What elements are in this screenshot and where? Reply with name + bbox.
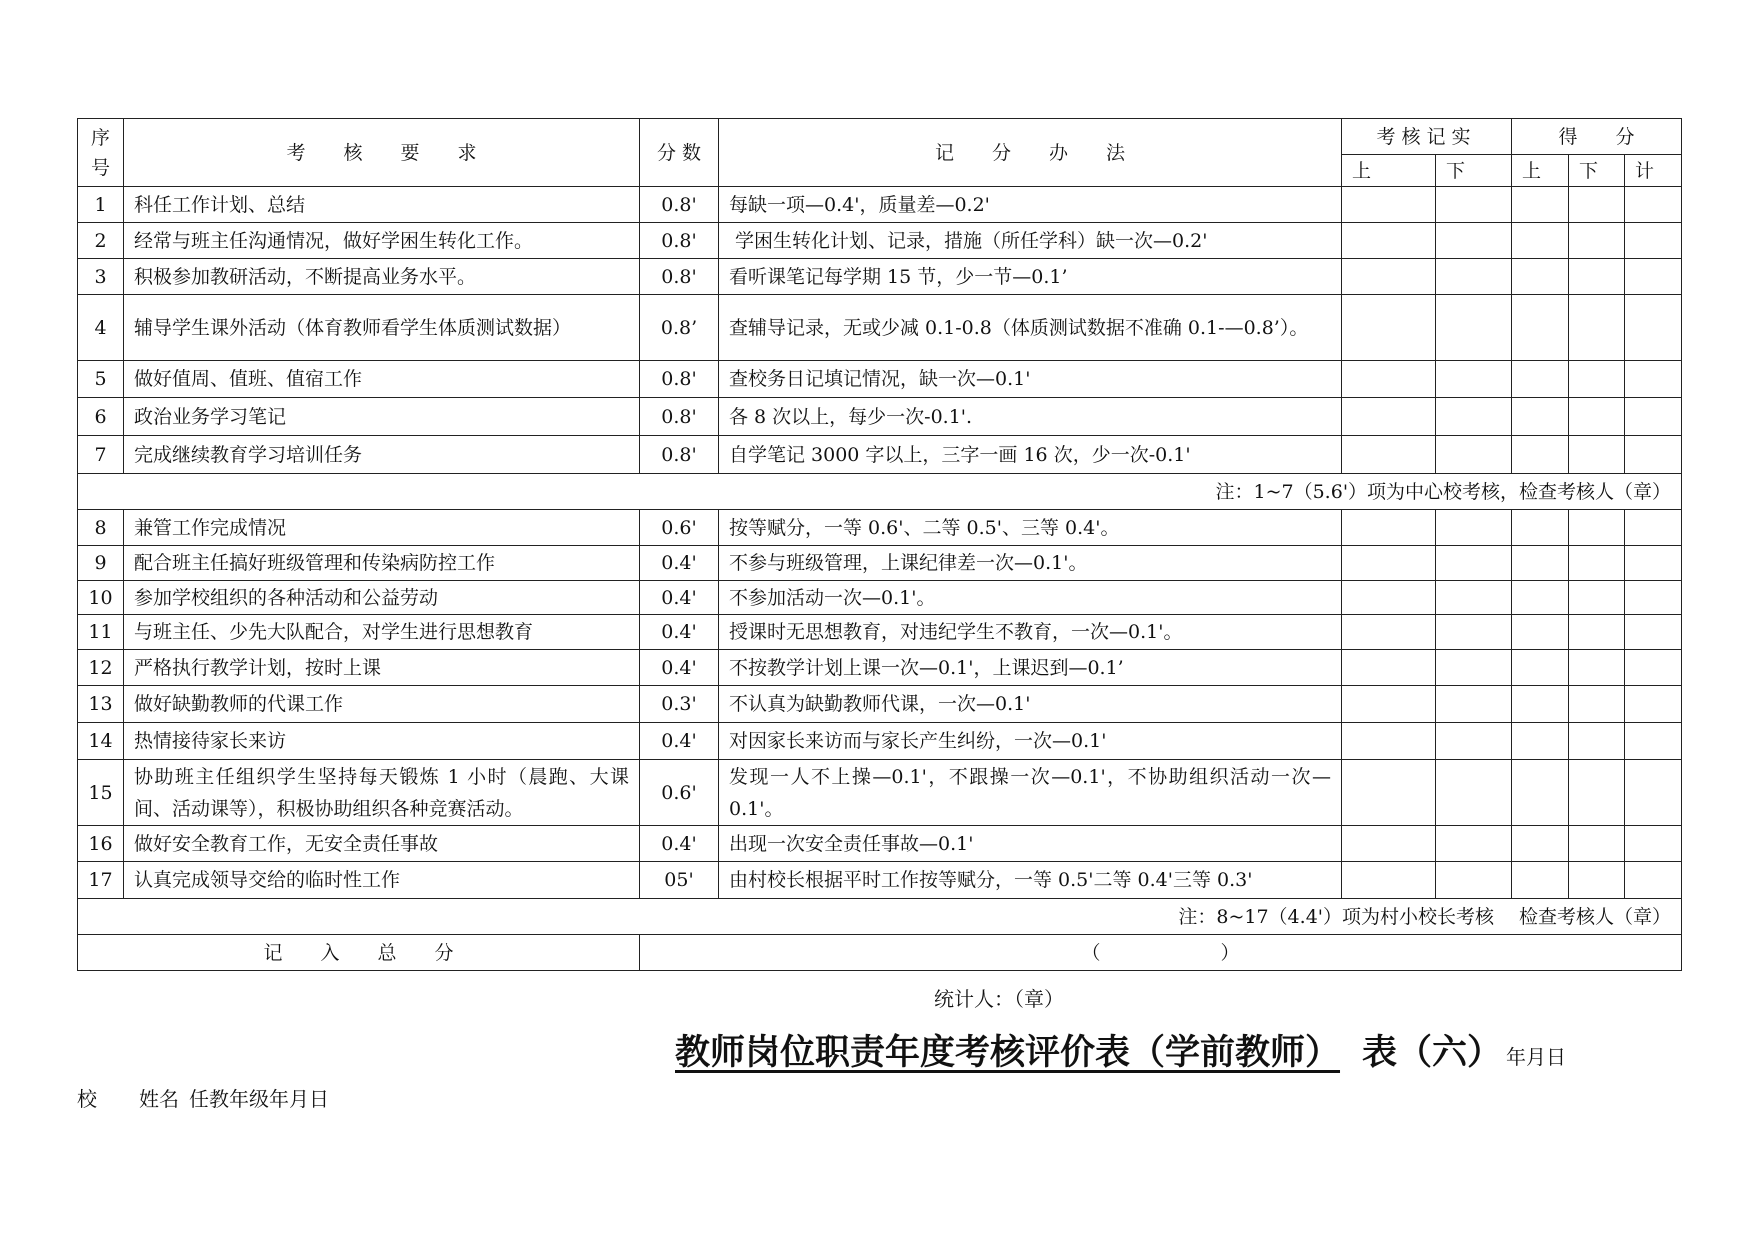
record-up-cell[interactable]	[1342, 650, 1436, 686]
score-total-cell[interactable]	[1625, 686, 1682, 723]
row-points: 0.4'	[640, 650, 719, 686]
score-total-cell[interactable]	[1625, 187, 1682, 223]
total-label: 记 入 总 分	[78, 935, 640, 971]
row-requirement: 做好安全教育工作，无安全责任事故	[124, 826, 640, 862]
score-up-cell[interactable]	[1512, 398, 1569, 436]
row-requirement: 参加学校组织的各种活动和公益劳动	[124, 581, 640, 615]
header-score-down: 下	[1569, 155, 1625, 187]
score-down-cell[interactable]	[1569, 760, 1625, 826]
table-row	[78, 436, 1682, 474]
score-total-cell[interactable]	[1625, 510, 1682, 546]
row-requirement: 协助班主任组织学生坚持每天锻炼 1 小时（晨跑、大课间、活动课等），积极协助组织各种竞赛活动。	[124, 760, 640, 826]
score-total-cell[interactable]	[1625, 436, 1682, 474]
row-number: 14	[78, 723, 124, 760]
score-down-cell[interactable]	[1569, 398, 1625, 436]
record-up-cell[interactable]	[1342, 398, 1436, 436]
score-total-cell[interactable]	[1625, 760, 1682, 826]
record-up-cell[interactable]	[1342, 259, 1436, 295]
grade-date-label: 任教年级年月日	[189, 1087, 329, 1111]
row-number: 6	[78, 398, 124, 436]
score-down-cell[interactable]	[1569, 581, 1625, 615]
row-number: 11	[78, 615, 124, 650]
page-title	[675, 1025, 1566, 1075]
row-number: 10	[78, 581, 124, 615]
row-points: 0.8'	[640, 436, 719, 474]
row-method: 自学笔记 3000 字以上，三字一画 16 次，少一次-0.1'	[719, 436, 1342, 474]
score-up-cell[interactable]	[1512, 581, 1569, 615]
score-total-cell[interactable]	[1625, 295, 1682, 361]
score-total-cell[interactable]	[1625, 862, 1682, 899]
record-down-cell[interactable]	[1436, 581, 1512, 615]
row-number: 9	[78, 546, 124, 581]
score-down-cell[interactable]	[1569, 223, 1625, 259]
row-method: 查辅导记录，无或少减 0.1-0.8（体质测试数据不准确 0.1-—0.8’）。	[719, 295, 1342, 361]
row-requirement: 配合班主任搞好班级管理和传染病防控工作	[124, 546, 640, 581]
statistician-line: 统计人：（章）	[934, 987, 1064, 1011]
row-points: 0.4'	[640, 615, 719, 650]
score-down-cell[interactable]	[1569, 436, 1625, 474]
row-method: 查校务日记填记情况，缺一次—0.1'	[719, 361, 1342, 398]
record-down-cell[interactable]	[1436, 361, 1512, 398]
score-up-cell[interactable]	[1512, 826, 1569, 862]
header-requirement: 考 核 要 求	[124, 119, 640, 187]
note-row-village	[78, 899, 1682, 935]
table-row	[78, 510, 1682, 546]
row-number: 2	[78, 223, 124, 259]
table-row	[78, 760, 1682, 826]
score-total-cell[interactable]	[1625, 546, 1682, 581]
score-total-cell[interactable]	[1625, 398, 1682, 436]
row-points: 0.8'	[640, 223, 719, 259]
row-requirement: 政治业务学习笔记	[124, 398, 640, 436]
header-points: 分 数	[640, 119, 719, 187]
row-method: 不参加活动一次—0.1'。	[719, 581, 1342, 615]
score-down-cell[interactable]	[1569, 259, 1625, 295]
row-method: 学困生转化计划、记录，措施（所任学科）缺一次—0.2'	[719, 223, 1342, 259]
table-row	[78, 398, 1682, 436]
row-points: 0.8’	[640, 295, 719, 361]
total-open-paren: （	[1081, 941, 1101, 964]
row-requirement: 积极参加教研活动，不断提高业务水平。	[124, 259, 640, 295]
table-row	[78, 862, 1682, 899]
record-down-cell[interactable]	[1436, 546, 1512, 581]
record-down-cell[interactable]	[1436, 436, 1512, 474]
score-up-cell[interactable]	[1512, 187, 1569, 223]
row-number: 5	[78, 361, 124, 398]
score-down-cell[interactable]	[1569, 295, 1625, 361]
row-points: 0.4'	[640, 581, 719, 615]
row-requirement: 兼管工作完成情况	[124, 510, 640, 546]
header-record: 考核记实	[1342, 119, 1512, 155]
score-up-cell[interactable]	[1512, 760, 1569, 826]
row-points: 0.8'	[640, 398, 719, 436]
table-row	[78, 723, 1682, 760]
table-row	[78, 546, 1682, 581]
row-points: 05'	[640, 862, 719, 899]
total-row	[78, 935, 1682, 971]
record-up-cell[interactable]	[1342, 223, 1436, 259]
row-number: 4	[78, 295, 124, 361]
assessment-table	[77, 118, 1682, 971]
row-requirement: 认真完成领导交给的临时性工作	[124, 862, 640, 899]
row-method: 不参与班级管理，上课纪律差一次—0.1'。	[719, 546, 1342, 581]
total-close-paren: ）	[1220, 941, 1240, 964]
score-total-cell[interactable]	[1625, 615, 1682, 650]
score-down-cell[interactable]	[1569, 862, 1625, 899]
record-up-cell[interactable]	[1342, 295, 1436, 361]
record-down-cell[interactable]	[1436, 187, 1512, 223]
total-value-cell[interactable]	[640, 935, 1682, 971]
row-method: 各 8 次以上，每少一次-0.1'.	[719, 398, 1342, 436]
row-number: 17	[78, 862, 124, 899]
row-number: 16	[78, 826, 124, 862]
score-up-cell[interactable]	[1512, 723, 1569, 760]
record-up-cell[interactable]	[1342, 615, 1436, 650]
row-points: 0.6'	[640, 760, 719, 826]
score-down-cell[interactable]	[1569, 650, 1625, 686]
record-down-cell[interactable]	[1436, 862, 1512, 899]
header-record-down: 下	[1436, 155, 1512, 187]
score-total-cell[interactable]	[1625, 650, 1682, 686]
row-method: 授课时无思想教育，对违纪学生不教育，一次—0.1'。	[719, 615, 1342, 650]
table-row	[78, 361, 1682, 398]
header-seq: 序号	[78, 119, 124, 187]
record-up-cell[interactable]	[1342, 546, 1436, 581]
row-method: 出现一次安全责任事故—0.1'	[719, 826, 1342, 862]
score-up-cell[interactable]	[1512, 295, 1569, 361]
row-number: 15	[78, 760, 124, 826]
score-total-cell[interactable]	[1625, 581, 1682, 615]
row-requirement: 热情接待家长来访	[124, 723, 640, 760]
score-down-cell[interactable]	[1569, 615, 1625, 650]
record-down-cell[interactable]	[1436, 650, 1512, 686]
score-down-cell[interactable]	[1569, 361, 1625, 398]
score-down-cell[interactable]	[1569, 686, 1625, 723]
row-points: 0.6'	[640, 510, 719, 546]
record-down-cell[interactable]	[1436, 398, 1512, 436]
score-down-cell[interactable]	[1569, 510, 1625, 546]
row-method: 对因家长来访而与家长产生纠纷，一次—0.1'	[719, 723, 1342, 760]
row-method: 每缺一项—0.4'，质量差—0.2'	[719, 187, 1342, 223]
record-down-cell[interactable]	[1436, 826, 1512, 862]
record-down-cell[interactable]	[1436, 295, 1512, 361]
row-number: 3	[78, 259, 124, 295]
score-down-cell[interactable]	[1569, 723, 1625, 760]
header-score: 得 分	[1512, 119, 1682, 155]
row-points: 0.4'	[640, 826, 719, 862]
row-requirement: 经常与班主任沟通情况，做好学困生转化工作。	[124, 223, 640, 259]
score-up-cell[interactable]	[1512, 436, 1569, 474]
row-number: 12	[78, 650, 124, 686]
title-date: 年月日	[1506, 1045, 1567, 1069]
score-total-cell[interactable]	[1625, 259, 1682, 295]
note-village: 注：8~17（4.4'）项为村小校长考核 检查考核人（章）	[78, 899, 1682, 935]
row-number: 8	[78, 510, 124, 546]
row-number: 7	[78, 436, 124, 474]
score-up-cell[interactable]	[1512, 546, 1569, 581]
row-method: 看听课笔记每学期 15 节，少一节—0.1’	[719, 259, 1342, 295]
record-down-cell[interactable]	[1436, 615, 1512, 650]
table-row	[78, 223, 1682, 259]
row-points: 0.8'	[640, 187, 719, 223]
score-up-cell[interactable]	[1512, 862, 1569, 899]
note-row-central	[78, 474, 1682, 510]
score-up-cell[interactable]	[1512, 650, 1569, 686]
table-row	[78, 826, 1682, 862]
row-method: 发现一人不上操—0.1'，不跟操一次—0.1'，不协助组织活动一次—0.1'。	[719, 760, 1342, 826]
row-number: 13	[78, 686, 124, 723]
row-method: 按等赋分，一等 0.6'、二等 0.5'、三等 0.4'。	[719, 510, 1342, 546]
row-points: 0.8'	[640, 259, 719, 295]
record-down-cell[interactable]	[1436, 686, 1512, 723]
record-down-cell[interactable]	[1436, 223, 1512, 259]
record-up-cell[interactable]	[1342, 361, 1436, 398]
row-points: 0.4'	[640, 546, 719, 581]
row-requirement: 严格执行教学计划，按时上课	[124, 650, 640, 686]
row-number: 1	[78, 187, 124, 223]
score-up-cell[interactable]	[1512, 510, 1569, 546]
record-down-cell[interactable]	[1436, 723, 1512, 760]
school-label: 校	[77, 1087, 97, 1111]
score-up-cell[interactable]	[1512, 259, 1569, 295]
title-main: 教师岗位职责年度考核评价表（学前教师）	[675, 1032, 1341, 1073]
record-up-cell[interactable]	[1342, 760, 1436, 826]
record-up-cell[interactable]	[1342, 723, 1436, 760]
row-requirement: 做好值周、值班、值宿工作	[124, 361, 640, 398]
score-down-cell[interactable]	[1569, 826, 1625, 862]
score-down-cell[interactable]	[1569, 546, 1625, 581]
record-up-cell[interactable]	[1342, 862, 1436, 899]
score-total-cell[interactable]	[1625, 826, 1682, 862]
row-requirement: 辅导学生课外活动（体育教师看学生体质测试数据）	[124, 295, 640, 361]
row-requirement: 做好缺勤教师的代课工作	[124, 686, 640, 723]
table-row	[78, 187, 1682, 223]
score-total-cell[interactable]	[1625, 723, 1682, 760]
record-down-cell[interactable]	[1436, 259, 1512, 295]
record-up-cell[interactable]	[1342, 510, 1436, 546]
score-down-cell[interactable]	[1569, 187, 1625, 223]
score-total-cell[interactable]	[1625, 361, 1682, 398]
row-method: 不按教学计划上课一次—0.1'，上课迟到—0.1’	[719, 650, 1342, 686]
row-method: 不认真为缺勤教师代课，一次—0.1'	[719, 686, 1342, 723]
row-method: 由村校长根据平时工作按等赋分，一等 0.5'二等 0.4'三等 0.3'	[719, 862, 1342, 899]
table-row	[78, 615, 1682, 650]
name-label: 姓名	[139, 1087, 179, 1111]
record-down-cell[interactable]	[1436, 510, 1512, 546]
teacher-info-line	[77, 1083, 329, 1112]
score-up-cell[interactable]	[1512, 686, 1569, 723]
header-score-total: 计	[1625, 155, 1682, 187]
table-row	[78, 686, 1682, 723]
row-points: 0.8'	[640, 361, 719, 398]
score-up-cell[interactable]	[1512, 615, 1569, 650]
record-up-cell[interactable]	[1342, 187, 1436, 223]
row-requirement: 科任工作计划、总结	[124, 187, 640, 223]
table-row	[78, 259, 1682, 295]
score-up-cell[interactable]	[1512, 223, 1569, 259]
record-up-cell[interactable]	[1342, 581, 1436, 615]
note-central: 注：1~7（5.6'）项为中心校考核，检查考核人（章）	[78, 474, 1682, 510]
header-method: 记 分 办 法	[719, 119, 1342, 187]
table-row	[78, 295, 1682, 361]
record-up-cell[interactable]	[1342, 826, 1436, 862]
record-down-cell[interactable]	[1436, 760, 1512, 826]
score-up-cell[interactable]	[1512, 361, 1569, 398]
title-table-no: 表（六）	[1362, 1032, 1503, 1073]
header-score-up: 上	[1512, 155, 1569, 187]
row-points: 0.4'	[640, 723, 719, 760]
header-record-up: 上	[1342, 155, 1436, 187]
row-requirement: 与班主任、少先大队配合，对学生进行思想教育	[124, 615, 640, 650]
score-total-cell[interactable]	[1625, 223, 1682, 259]
table-row	[78, 581, 1682, 615]
row-requirement: 完成继续教育学习培训任务	[124, 436, 640, 474]
record-up-cell[interactable]	[1342, 436, 1436, 474]
record-up-cell[interactable]	[1342, 686, 1436, 723]
table-row	[78, 650, 1682, 686]
row-points: 0.3'	[640, 686, 719, 723]
